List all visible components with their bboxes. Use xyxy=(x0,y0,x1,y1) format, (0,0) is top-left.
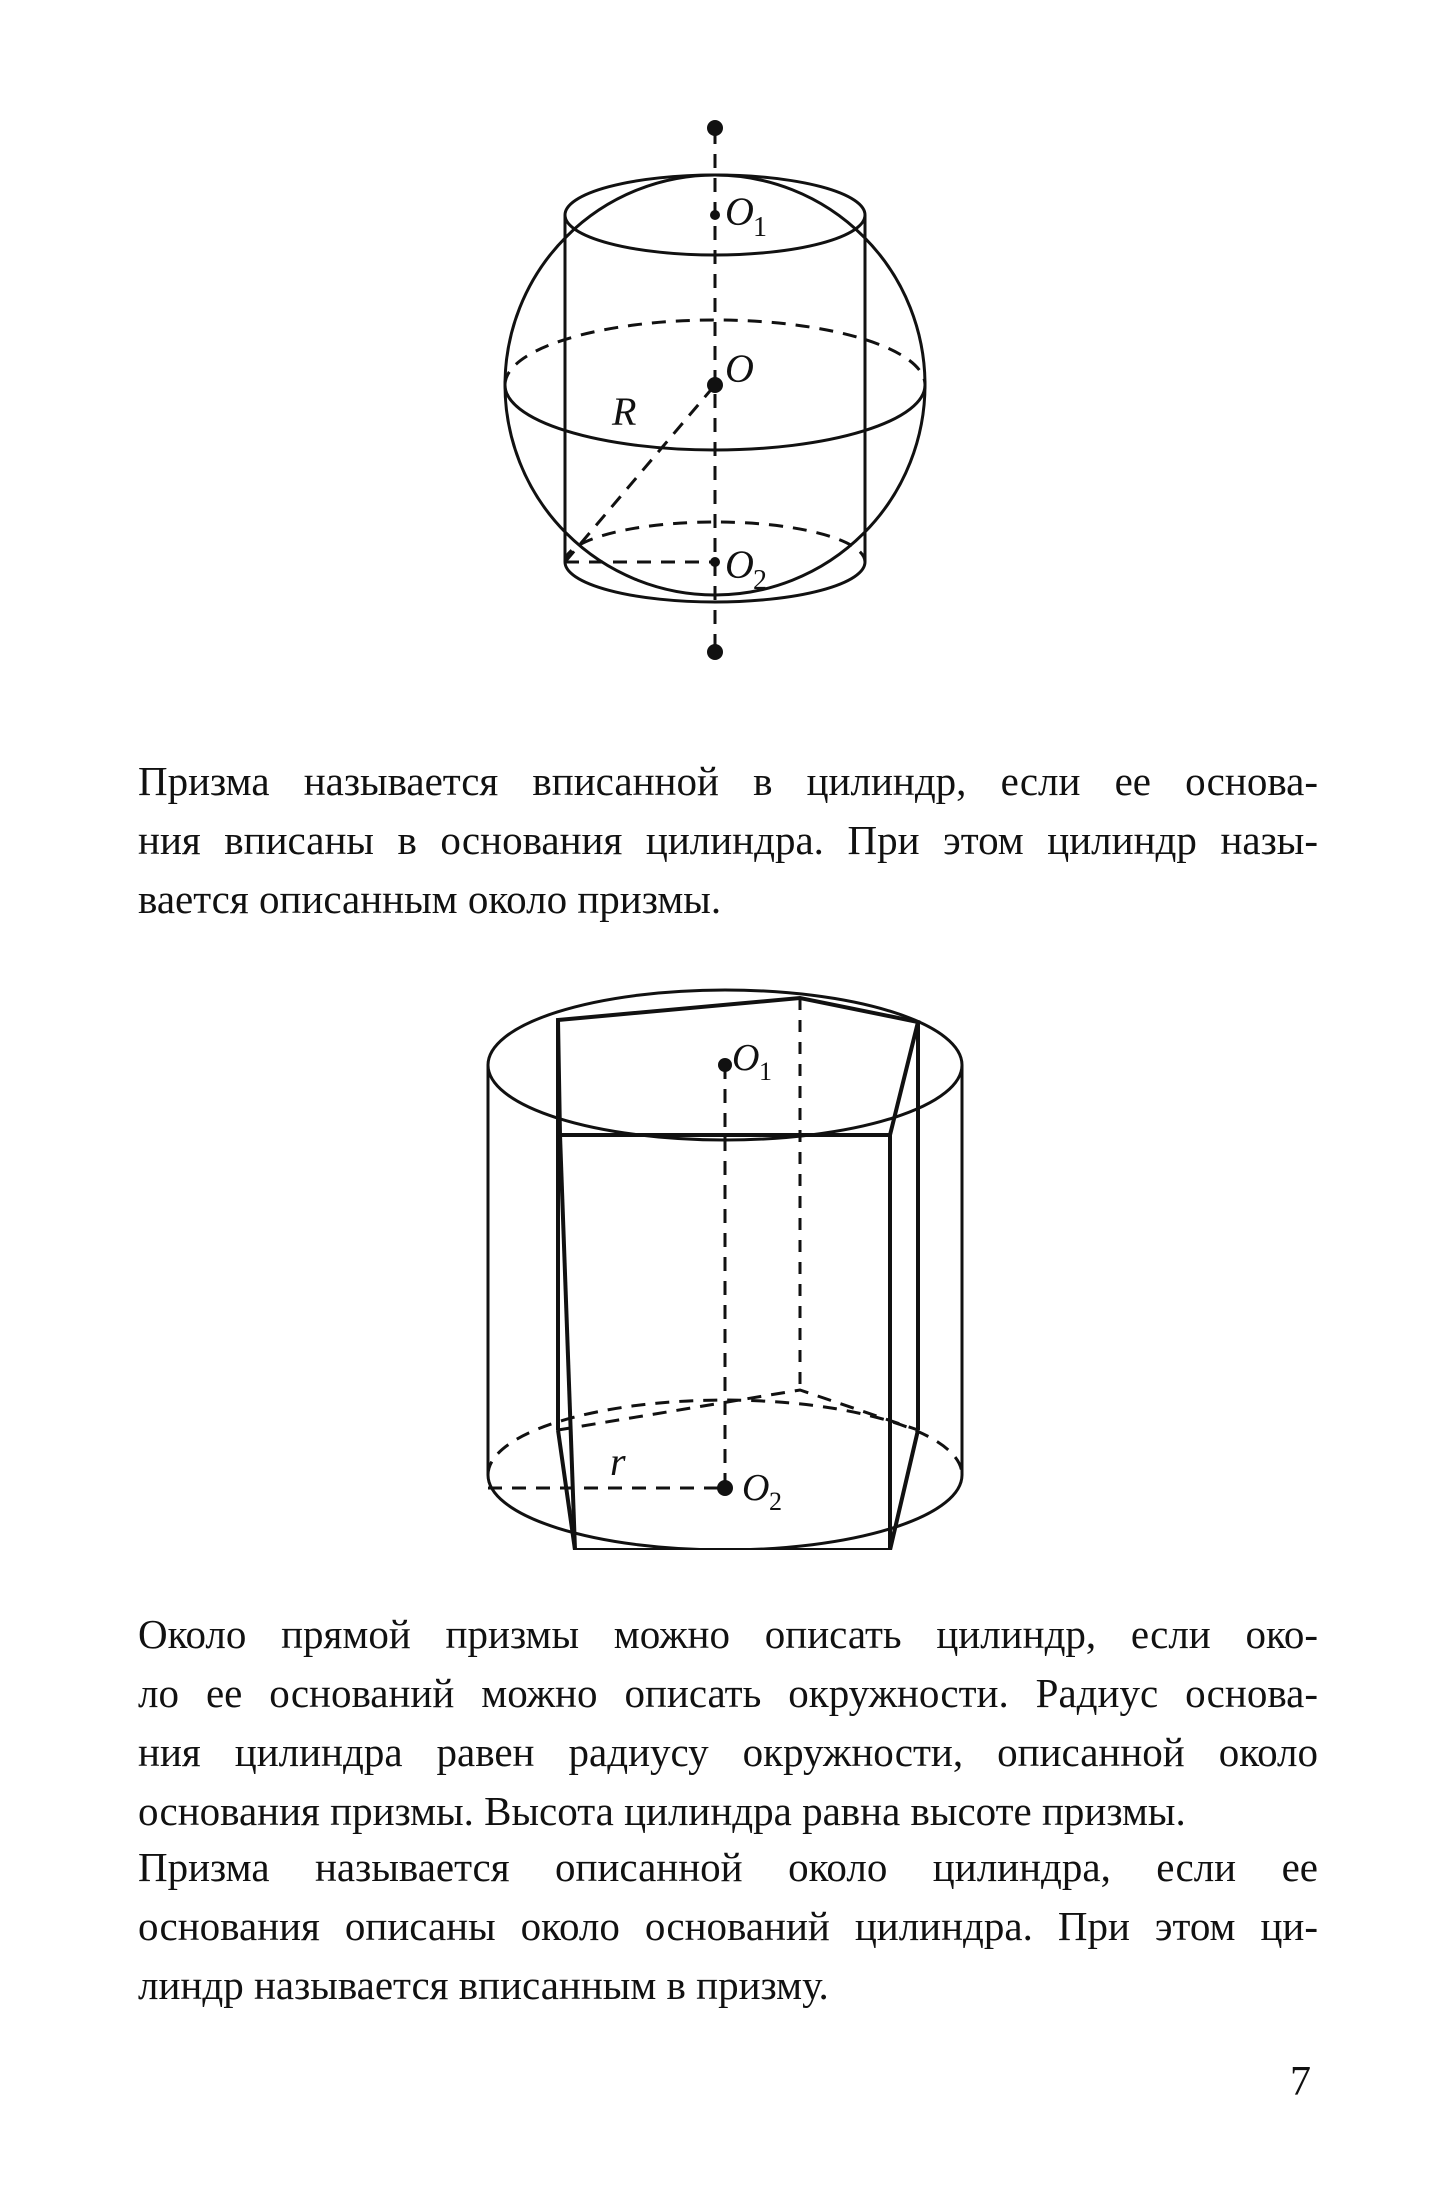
paragraph-3-line-2: основания описаны около оснований цилиндра. При этом ци- xyxy=(138,1903,1318,1949)
label-o1: O xyxy=(732,1037,760,1079)
label-r: r xyxy=(610,1439,626,1484)
label-o: O xyxy=(725,346,754,391)
paragraph-2-line-1: Около прямой призмы можно описать цилиндр, если око- xyxy=(138,1611,1318,1657)
paragraph-2-line-3: ния цилиндра равен радиусу окружности, описанной около xyxy=(138,1729,1318,1775)
paragraph-2 xyxy=(138,1605,1318,1841)
label-o1: O xyxy=(725,189,754,234)
paragraph-1-line-1: Призма называется вписанной в цилиндр, если ее основа- xyxy=(138,758,1318,804)
paragraph-1 xyxy=(138,752,1318,929)
bottom-pole-point xyxy=(707,644,723,660)
top-pole-point xyxy=(707,120,723,136)
paragraph-3-line-1: Призма называется описанной около цилиндра, если ее xyxy=(138,1844,1318,1890)
o1-point xyxy=(718,1058,732,1072)
label-o2-sub: 2 xyxy=(769,1487,782,1516)
o2-point xyxy=(710,557,720,567)
paragraph-3 xyxy=(138,1838,1318,2015)
center-point xyxy=(707,377,723,393)
label-o2: O xyxy=(725,542,754,587)
paragraph-3-line-3: линдр называется вписанным в призму. xyxy=(138,1962,829,2008)
o1-point xyxy=(710,210,720,220)
label-o2-sub: 2 xyxy=(753,565,767,596)
sphere-radius xyxy=(565,385,715,562)
paragraph-2-line-4: основания призмы. Высота цилиндра равна высоте призмы. xyxy=(138,1788,1186,1834)
label-o1-sub: 1 xyxy=(753,212,767,243)
paragraph-1-line-2: ния вписаны в основания цилиндра. При этом цилиндр назы- xyxy=(138,817,1318,863)
prism-cylinder-figure xyxy=(470,970,990,1550)
label-r: R xyxy=(612,389,637,434)
paragraph-2-line-2: ло ее оснований можно описать окружности. Радиус основа- xyxy=(138,1670,1318,1716)
o2-point xyxy=(717,1480,733,1496)
label-o1-sub: 1 xyxy=(759,1057,772,1086)
label-o2: O xyxy=(742,1467,770,1509)
sphere-cylinder-figure xyxy=(400,100,1040,700)
paragraph-1-line-3: вается описанным около призмы. xyxy=(138,876,722,922)
page-number: 7 xyxy=(1290,2059,1311,2105)
